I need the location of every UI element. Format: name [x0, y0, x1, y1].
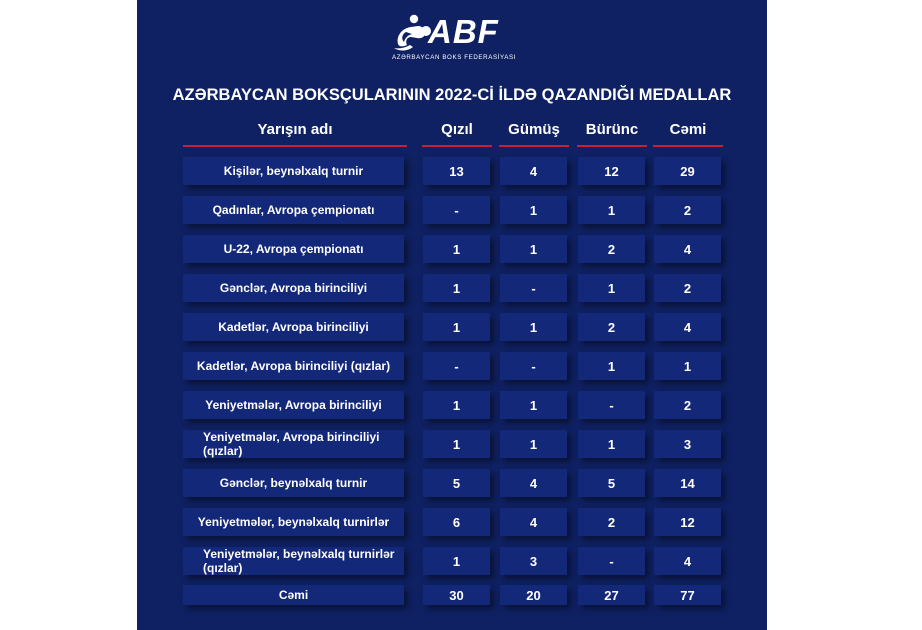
bronze-count-cell: - [578, 391, 645, 419]
silver-count-cell: 4 [500, 508, 567, 536]
total-count-cell: 4 [654, 235, 721, 263]
event-name-cell: Gənclər, beynəlxalq turnir [183, 469, 404, 497]
silver-count-cell: 1 [500, 391, 567, 419]
bronze-count-cell: 1 [578, 430, 645, 458]
gold-count-cell: 1 [423, 313, 490, 341]
header-event: Yarışın adı [183, 119, 407, 147]
gold-count-cell: - [423, 352, 490, 380]
medal-table-poster [137, 0, 767, 630]
silver-count-cell: 3 [500, 547, 567, 575]
event-name-cell: Kişilər, beynəlxalq turnir [183, 157, 404, 185]
event-name-cell: Kadetlər, Avropa birinciliyi (qızlar) [183, 352, 404, 380]
gold-count-cell: 1 [423, 235, 490, 263]
event-name-cell: Cəmi [183, 585, 404, 605]
total-count-cell: 1 [654, 352, 721, 380]
silver-count-cell: 1 [500, 235, 567, 263]
silver-count-cell: 1 [500, 196, 567, 224]
header-total: Cəmi [653, 119, 723, 147]
header-silver: Gümüş [499, 119, 569, 147]
event-name-cell: Yeniyetmələr, beynəlxalq turnirlər [183, 508, 404, 536]
total-count-cell: 14 [654, 469, 721, 497]
boxer-icon [392, 14, 432, 52]
gold-count-cell: - [423, 196, 490, 224]
silver-count-cell: 1 [500, 430, 567, 458]
total-count-cell: 2 [654, 391, 721, 419]
total-count-cell: 2 [654, 274, 721, 302]
bronze-count-cell: - [578, 547, 645, 575]
silver-count-cell: - [500, 352, 567, 380]
silver-count-cell: 4 [500, 157, 567, 185]
gold-count-cell: 6 [423, 508, 490, 536]
gold-count-cell: 1 [423, 430, 490, 458]
bronze-count-cell: 2 [578, 235, 645, 263]
total-count-cell: 4 [654, 547, 721, 575]
page-title: AZƏRBAYCAN BOKSÇULARININ 2022-Cİ İLDƏ QAZANDIĞI MEDALLAR [172, 86, 732, 104]
total-count-cell: 12 [654, 508, 721, 536]
bronze-count-cell: 1 [578, 196, 645, 224]
abf-logo [390, 14, 520, 64]
event-name-cell: U-22, Avropa çempionatı [183, 235, 404, 263]
bronze-count-cell: 12 [578, 157, 645, 185]
total-count-cell: 77 [654, 585, 721, 605]
bronze-count-cell: 5 [578, 469, 645, 497]
bronze-count-cell: 27 [578, 585, 645, 605]
total-count-cell: 29 [654, 157, 721, 185]
total-count-cell: 4 [654, 313, 721, 341]
bronze-count-cell: 2 [578, 508, 645, 536]
event-name-cell: Yeniyetmələr, Avropa birinciliyi (qızlar) [183, 430, 404, 458]
gold-count-cell: 1 [423, 274, 490, 302]
silver-count-cell: 1 [500, 313, 567, 341]
logo-text: ABF [428, 13, 499, 50]
gold-count-cell: 5 [423, 469, 490, 497]
bronze-count-cell: 1 [578, 274, 645, 302]
gold-count-cell: 30 [423, 585, 490, 605]
silver-count-cell: 20 [500, 585, 567, 605]
bronze-count-cell: 2 [578, 313, 645, 341]
bronze-count-cell: 1 [578, 352, 645, 380]
event-name-cell: Qadınlar, Avropa çempionatı [183, 196, 404, 224]
event-name-cell: Yeniyetmələr, beynəlxalq turnirlər (qızlar) [183, 547, 404, 575]
logo-subtitle: AZƏRBAYCAN BOKS FEDERASİYASI [392, 54, 517, 61]
gold-count-cell: 1 [423, 391, 490, 419]
gold-count-cell: 13 [423, 157, 490, 185]
total-count-cell: 2 [654, 196, 721, 224]
event-name-cell: Gənclər, Avropa birinciliyi [183, 274, 404, 302]
header-bronze: Bürünc [577, 119, 647, 147]
header-gold: Qızıl [422, 119, 492, 147]
total-count-cell: 3 [654, 430, 721, 458]
silver-count-cell: 4 [500, 469, 567, 497]
event-name-cell: Kadetlər, Avropa birinciliyi [183, 313, 404, 341]
event-name-cell: Yeniyetmələr, Avropa birinciliyi [183, 391, 404, 419]
silver-count-cell: - [500, 274, 567, 302]
gold-count-cell: 1 [423, 547, 490, 575]
